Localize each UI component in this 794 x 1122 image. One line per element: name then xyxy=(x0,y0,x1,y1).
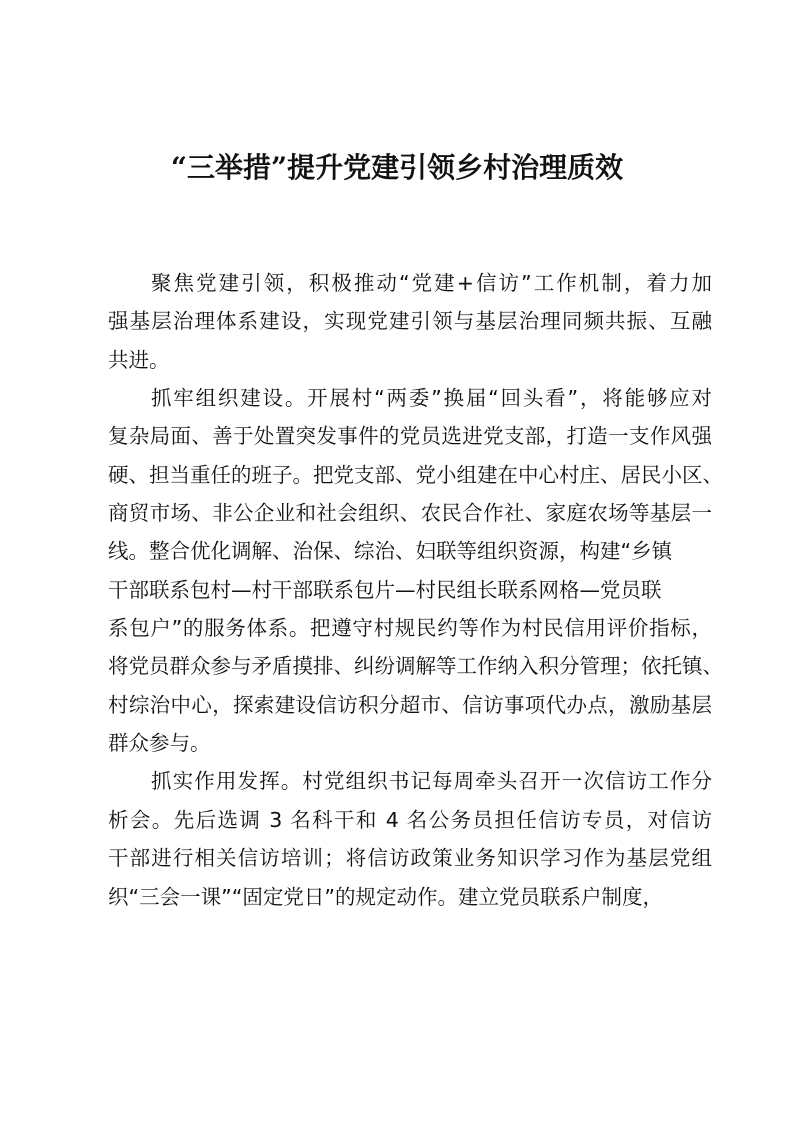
paragraph-role xyxy=(108,762,712,915)
text-line: 抓牢组织建设。开展村“两委”换届“回头看”，将能够应对 xyxy=(151,386,712,411)
paragraph-intro xyxy=(108,264,712,379)
text-line: 织“三会一课”“固定党日”的规定动作。建立党员联系户制度， xyxy=(108,884,663,909)
text-line: 抓实作用发挥。村党组织书记每周牵头召开一次信访工作分 xyxy=(151,769,712,794)
text-line: 硬、担当重任的班子。把党支部、党小组建在中心村庄、居民小区、 xyxy=(108,462,723,487)
text-line: 共进。 xyxy=(108,347,170,372)
text-line: 聚焦党建引领，积极推动“党建+信访”工作机制，着力加 xyxy=(151,271,712,295)
text-line: 商贸市场、非公企业和社会组织、农民合作社、家庭农场等基层一 xyxy=(108,501,712,526)
text-line: 群众参与。 xyxy=(108,731,211,756)
text-line: 复杂局面、善于处置突发事件的党员选进党支部，打造一支作风强 xyxy=(108,424,712,449)
text-line: 将党员群众参与矛盾摸排、纠纷调解等工作纳入积分管理；依托镇、 xyxy=(108,654,723,679)
text-line: 干部联系包村—村干部联系包片—村民组长联系网格—党员联 xyxy=(108,577,662,602)
text-line: 强基层治理体系建设，实现党建引领与基层治理同频共振、互融 xyxy=(108,309,712,334)
text-line: 村综治中心，探索建设信访积分超市、信访事项代办点，激励基层 xyxy=(108,692,712,717)
paragraph-organization xyxy=(108,379,723,762)
document-body xyxy=(108,264,723,916)
text-line: 线。整合优化调解、治保、综治、妇联等组织资源，构建“乡镇 xyxy=(108,539,673,564)
text-line: 系包户”的服务体系。把遵守村规民约等作为村民信用评价指标， xyxy=(108,616,712,641)
document-title: “三举措”提升党建引领乡村治理质效 xyxy=(170,151,624,184)
text-line: 析会。先后选调 3 名科干和 4 名公务员担任信访专员，对信访 xyxy=(108,807,712,832)
text-line: 干部进行相关信访培训；将信访政策业务知识学习作为基层党组 xyxy=(108,846,712,871)
